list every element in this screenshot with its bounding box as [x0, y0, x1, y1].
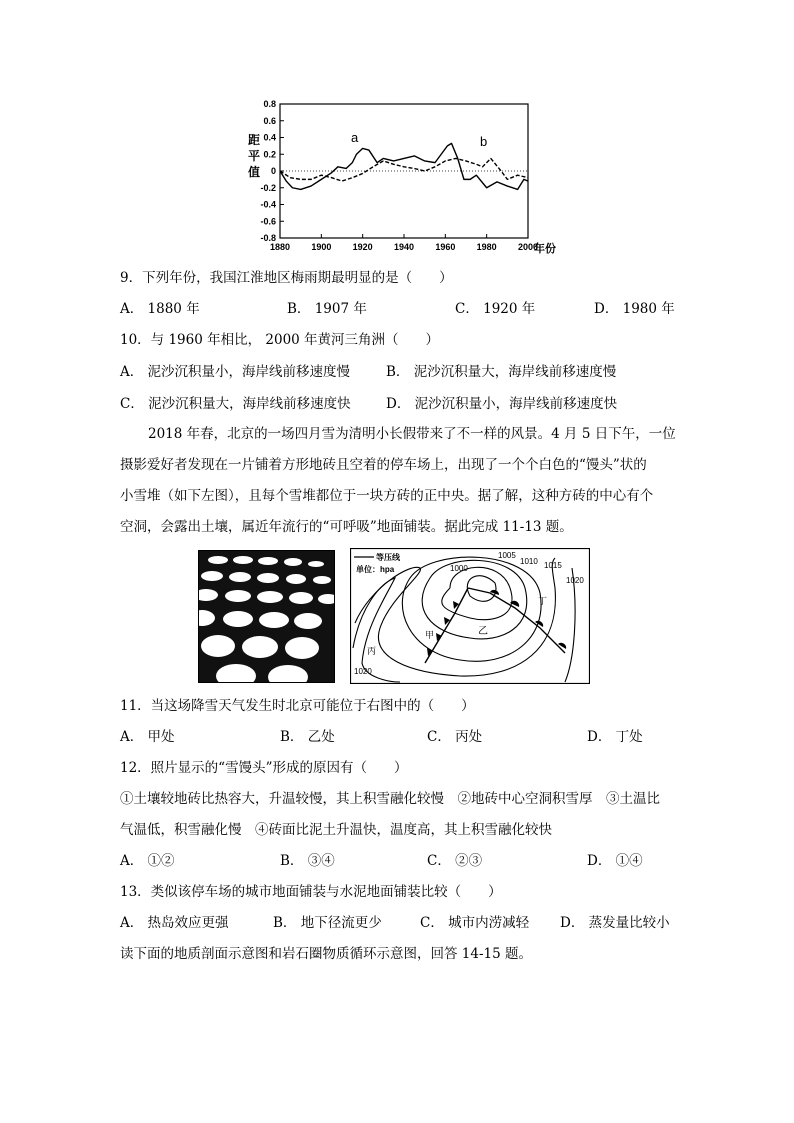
q11-option-c[interactable]: C． 丙处: [427, 729, 483, 745]
x-tick-label: 1920: [352, 242, 373, 252]
isobar-label-1020-east: 1020: [566, 576, 584, 585]
x-tick-label: 1980: [476, 242, 497, 252]
y-tick-label: 0.2: [263, 149, 276, 160]
q10-option-c[interactable]: C． 泥沙沉积量大，海岸线前移速度快: [120, 396, 351, 412]
x-tick-label: 1940: [393, 242, 415, 252]
y-tick-label: 0.4: [263, 132, 276, 143]
q9-option-a[interactable]: A． 1880 年: [120, 301, 200, 317]
q11-option-a[interactable]: A． 甲处: [120, 729, 175, 745]
q12-option-c[interactable]: C． ②③: [427, 853, 483, 869]
q11-stem: 11．当这场降雪天气发生时北京可能位于右图中的（ ）: [120, 698, 475, 714]
series-b-label: b: [480, 134, 488, 149]
y-tick-label: -0.6: [260, 216, 276, 227]
q13-option-a[interactable]: A． 热岛效应更强: [120, 915, 229, 931]
q10-option-a[interactable]: A． 泥沙沉积量小，海岸线前移速度慢: [120, 364, 351, 380]
place-jia: 甲: [425, 630, 435, 640]
isobar-map: [350, 548, 590, 684]
q13-option-c[interactable]: C． 城市内涝减轻: [420, 915, 530, 931]
q9-option-d[interactable]: D． 1980 年: [594, 301, 675, 317]
q12-option-a[interactable]: A． ①②: [120, 853, 175, 869]
series-b-line: [280, 158, 528, 181]
isobar-label-1010: 1010: [520, 557, 538, 566]
passage-line-1: 2018 年春，北京的一场四月雪为清明小长假带来了不一样的风景。4 月 5 日下午，一位: [148, 426, 676, 442]
series-a-label: a: [351, 130, 359, 145]
q12-statements-line-1: ①土壤较地砖比热容大，升温较慢，其上积雪融化较慢 ②地砖中心空洞积雪厚 ③土温比: [120, 791, 660, 807]
q13-stem: 13．类似该停车场的城市地面铺装与水泥地面铺装比较（ ）: [120, 884, 502, 900]
anomaly-chart: [230, 96, 570, 261]
passage-line-2: 摄影爱好者发现在一片铺着方形地砖且空着的停车场上，出现了一个个白色的“馒头”状的: [120, 457, 647, 473]
x-tick-label: 2000: [517, 242, 539, 252]
passage-line-3: 小雪堆（如下左图），且每个雪堆都位于一块方砖的正中央。据了解，这种方砖的中心有个: [120, 488, 654, 504]
x-tick-label: 1880: [269, 242, 291, 252]
place-bing: 丙: [367, 646, 377, 656]
q14-15-intro: 读下面的地质剖面示意图和岩石圈物质循环示意图，回答 14-15 题。: [120, 946, 532, 962]
q9-option-c[interactable]: C． 1920 年: [455, 301, 536, 317]
q12-option-b[interactable]: B． ③④: [280, 853, 335, 869]
q10-stem: 10．与 1960 年相比， 2000 年黄河三角洲（ ）: [120, 332, 440, 348]
q11-option-d[interactable]: D． 丁处: [587, 729, 643, 745]
y-tick-label: 0.8: [263, 99, 276, 109]
isobar-label-1015: 1015: [544, 561, 562, 570]
place-ding: 丁: [538, 596, 548, 606]
q10-option-b[interactable]: B． 泥沙沉积量大，海岸线前移速度慢: [386, 364, 617, 380]
x-tick-label: 1900: [311, 242, 332, 252]
isobar-label-1005: 1005: [498, 551, 516, 560]
y-tick-label: 0.6: [263, 115, 276, 126]
q13-option-d[interactable]: D． 蒸发量比较小: [560, 915, 670, 931]
map-legend-line: 等压线: [376, 553, 400, 562]
q9-option-b[interactable]: B． 1907 年: [287, 301, 367, 317]
map-legend-unit: 单位：hpa: [356, 565, 395, 574]
x-tick-label: 1960: [435, 242, 456, 252]
q12-option-d[interactable]: D． ①④: [587, 853, 643, 869]
y-tick-label: -0.2: [260, 182, 276, 193]
q9-stem: 9．下列年份，我国江淮地区梅雨期最明显的是（ ）: [120, 270, 453, 286]
passage-line-4: 空洞，会露出土壤，属近年流行的“可呼吸”地面铺装。据此完成 11-13 题。: [120, 519, 573, 535]
y-tick-label: -0.4: [260, 199, 276, 210]
q13-option-b[interactable]: B． 地下径流更少: [273, 915, 382, 931]
y-tick-label: -0.8: [260, 233, 276, 243]
y-axis-label: 距平值: [248, 133, 261, 179]
place-yi: 乙: [478, 626, 488, 637]
y-tick-label: 0: [270, 166, 276, 176]
q11-option-b[interactable]: B． 乙处: [280, 729, 335, 745]
isobar-label-1020-west: 1020: [354, 667, 372, 676]
snow-mound-photo: [198, 550, 335, 683]
isobar-label-1000: 1000: [450, 564, 468, 573]
x-axis-label: 年份: [534, 243, 556, 255]
q12-stem: 12．照片显示的“雪馒头”形成的原因有（ ）: [120, 760, 408, 776]
q12-statements-line-2: 气温低，积雪融化慢 ④砖面比泥土升温快，温度高，其上积雪融化较快: [120, 822, 552, 838]
q10-option-d[interactable]: D． 泥沙沉积量小，海岸线前移速度快: [386, 396, 618, 412]
